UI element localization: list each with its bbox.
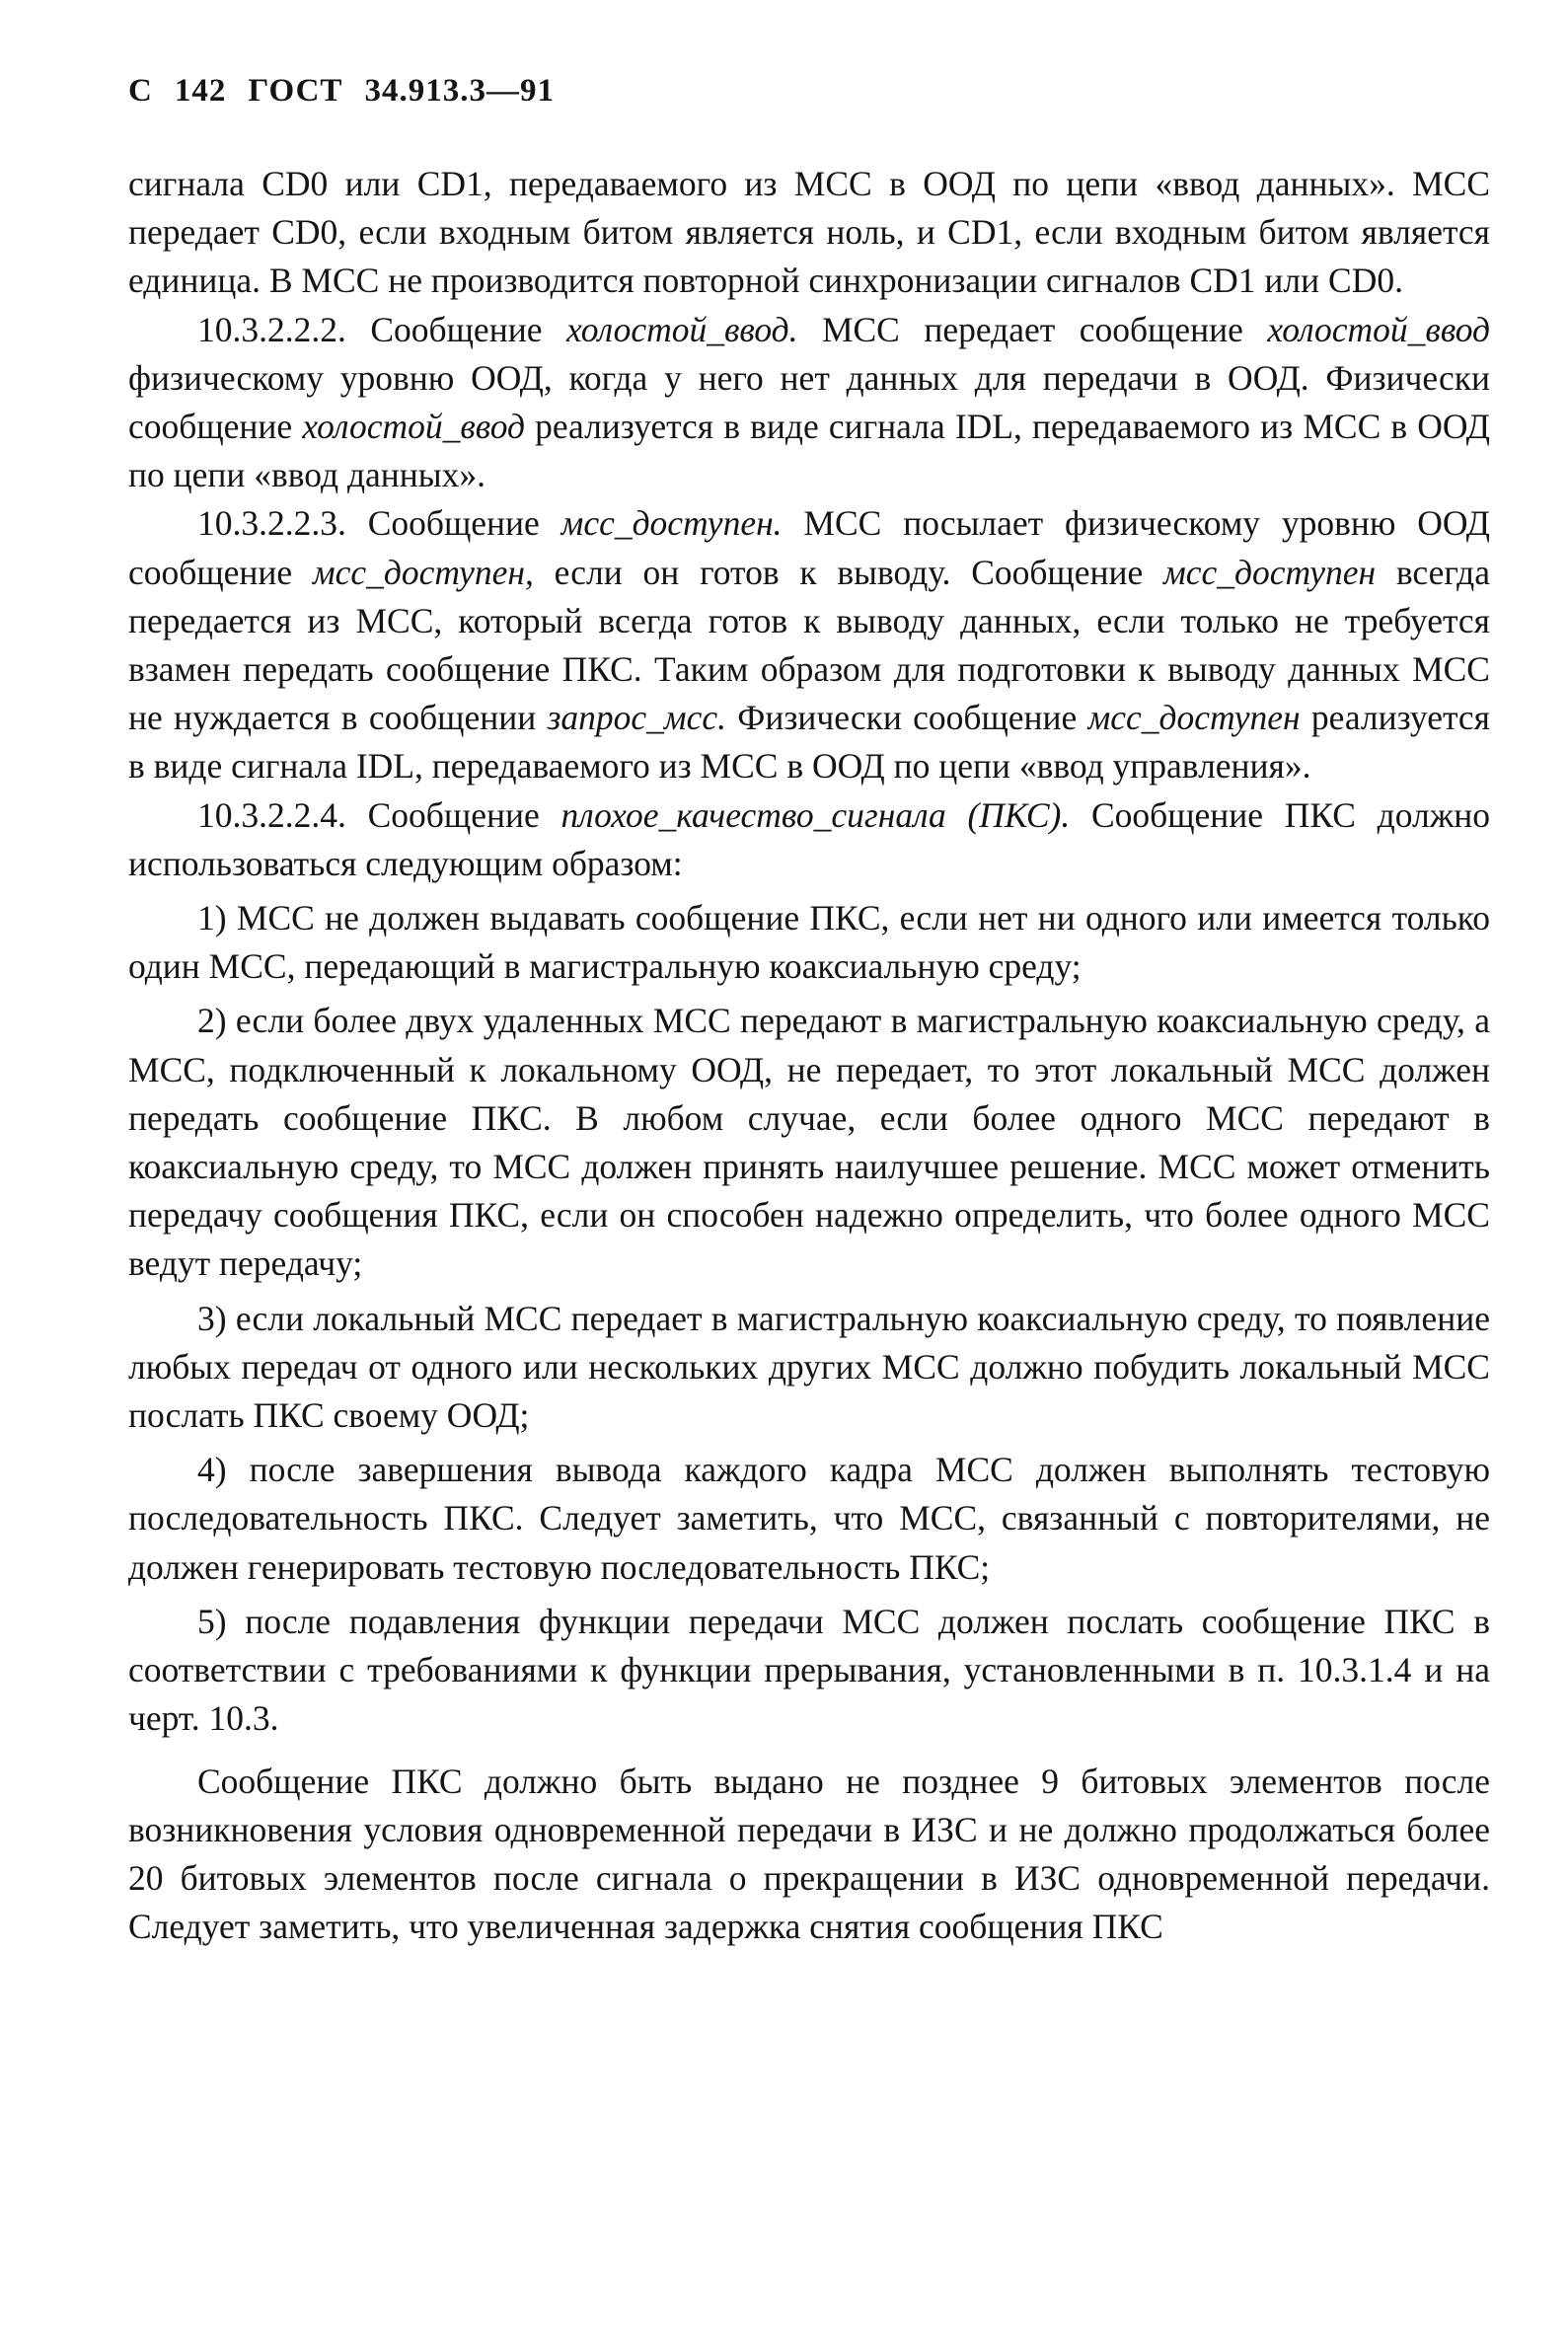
clause-number: 10.3.2.2.4. [197,794,346,835]
clause-10-3-2-2-3 [128,499,1490,790]
list-item: 5) после подавления функции передачи МСС должен послать сообщение ПКС в соответствии с требованиями к функции прерывания, установленными в п. 10.3.1.4 и на черт. 10.3. [128,1601,1490,1739]
clause-text: всегда передается из МСС, который всегда готов к выводу данных, если только не требуется взамен передать сообщение ПКС. Таким образом для подготовки к выводу данных МСС не нуждается в сообщении [128,552,1490,738]
clause-10-3-2-2-2 [128,306,1490,500]
list-item: 4) после завершения вывода каждого кадра МСС должен выполнять тестовую последовательность ПКС. Следует заметить, что МСС, связанный с повторителями, не должен генерировать тестовую последовательность ПКС; [128,1450,1490,1587]
clause-text: МСС посылает физическому уровню ООД сообщение [128,503,1490,592]
term-italic: холостой_ввод. [565,309,798,349]
clause-text: если он готов к выводу. Сообщение [533,552,1164,592]
list-item: 2) если более двух удаленных МСС передают в магистральную коаксиальную среду, а МСС, подключенный к локальному ООД, не передает, то этот локальный МСС должен передать сообщение ПКС. В любом случае, если более одного МСС передают в коаксиальную среду, то МСС должен принять наилучшее решение. МСС может отменить передачу сообщения ПКС, если он способен надежно определить, что более одного МСС ведут передачу; [128,1001,1490,1284]
clause-number: 10.3.2.2.3. [197,503,346,544]
paragraph-continuation: сигнала CD0 или CD1, передаваемого из МСС в ООД по цепи «ввод данных». МСС передает CD0, если входным битом является ноль, и CD1, если входным битом является единица. В МСС не производится повторной синхронизации сигналов CD1 или CD0. [128,164,1490,301]
clause-text: Физически сообщение [725,698,1088,738]
clause-text: Сообщение [345,503,561,544]
header-standard: ГОСТ [248,73,343,109]
term-italic: холостой_ввод [302,407,525,447]
clause-text: Сообщение [345,309,566,349]
term-italic: мсс_доступен [1163,552,1377,592]
term-italic: мсс_доступен, [312,552,534,592]
document-page [128,71,1490,1951]
term-italic: мсс_доступен. [560,503,783,544]
header-letter: С [128,73,153,109]
clause-text: физическому уровню ООД, когда у него нет данных для передачи в ООД. Физически сообщение [128,357,1490,447]
term-italic: мсс_доступен [1087,698,1301,738]
paragraph-closing: Сообщение ПКС должно быть выдано не позднее 9 битовых элементов после возникновения условия одновременной передачи в ИЗС и не должно продолжаться более 20 битовых элементов после сигнала о прекращении в ИЗС одновременной передачи. Следует заметить, что увеличенная задержка снятия сообщения ПКС [128,1761,1490,1947]
header-page-number: 142 [174,73,227,109]
clause-10-3-2-2-4 [128,791,1490,888]
page-header [128,71,1490,111]
clause-text: Сообщение ПКС должно использоваться следующим образом: [128,794,1490,883]
clause-text: Сообщение [345,794,561,835]
clause-text: реализуется в виде сигнала IDL, передаваемого из МСС в ООД по цепи «ввод данных». [128,407,1490,495]
list-item: 3) если локальный МСС передает в магистральную коаксиальную среду, то появление любых передач от одного или нескольких других МСС должно побудить локальный МСС послать ПКС своему ООД; [128,1298,1490,1436]
term-italic: плохое_качество_сигнала (ПКС). [560,794,1071,835]
term-italic: запрос_мсс. [547,698,726,738]
list-item: 1) МСС не должен выдавать сообщение ПКС, если нет ни одного или имеется только один МСС, передающий в магистральную коаксиальную среду; [128,898,1490,987]
header-code: 34.913.3—91 [364,73,555,109]
clause-number: 10.3.2.2.2. [197,309,346,349]
clause-text: МСС передает сообщение [797,309,1268,349]
term-italic: холостой_ввод [1267,309,1490,349]
clause-text: реализуется в виде сигнала IDL, передаваемого из МСС в ООД по цепи «ввод управления». [128,698,1490,787]
